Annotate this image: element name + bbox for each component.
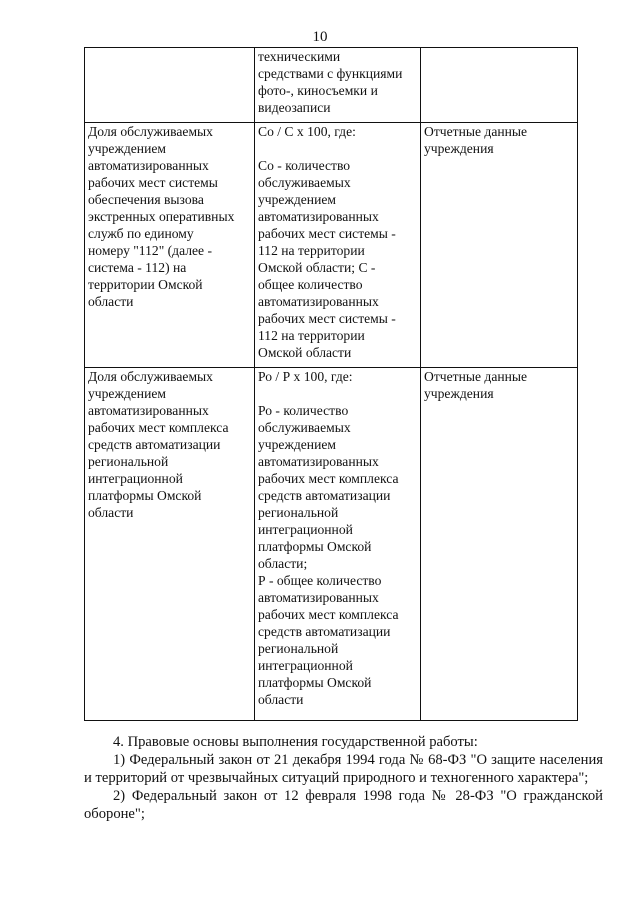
source-cell [421,48,578,123]
section-heading: 4. Правовые основы выполнения государственной работы: [113,734,478,750]
formula-cell: техническими средствами с функциями фото-, киносъемки и видеозаписи [255,48,421,123]
table-row [85,368,578,721]
page-number: 10 [312,29,328,45]
indicator-cell: Доля обслуживаемых учреждением автоматизированных рабочих мест комплекса средств автоматизации региональной интеграционной платформы Омской области [85,368,255,721]
indicator-cell [85,48,255,123]
source-cell: Отчетные данные учреждения [421,123,578,368]
formula-cell: Ро / Р х 100, где: Ро - количество обслуживаемых учреждением автоматизированных рабочих мест комплекса средств автоматизации региональной интеграционной платформы Омской области; Р - общее количество автоматизированных рабочих мест комплекса средств автоматизации региональной интеграционной платформы Омской области [255,368,421,721]
indicators-table [84,47,578,721]
table-row [85,123,578,368]
paragraph: 2) Федеральный закон от 12 февраля 1998 года № 28-ФЗ "О гражданской обороне"; [84,788,603,822]
indicator-cell: Доля обслуживаемых учреждением автоматизированных рабочих мест системы обеспечения вызова экстренных оперативных служб по единому номеру "112" (далее - система - 112) на территории Омской области [85,123,255,368]
source-cell: Отчетные данные учреждения [421,368,578,721]
legal-basis-section [84,733,603,823]
formula-cell: Со / С х 100, где: Со - количество обслуживаемых учреждением автоматизированных рабочих мест системы - 112 на территории Омской области; С - общее количество автоматизированных рабочих мест системы - 112 на территории Омской области [255,123,421,368]
table-row [85,48,578,123]
paragraph: 1) Федеральный закон от 21 декабря 1994 года № 68-ФЗ "О защите населения и территорий от чрезвычайных ситуаций природного и техногенного характера"; [84,752,603,786]
